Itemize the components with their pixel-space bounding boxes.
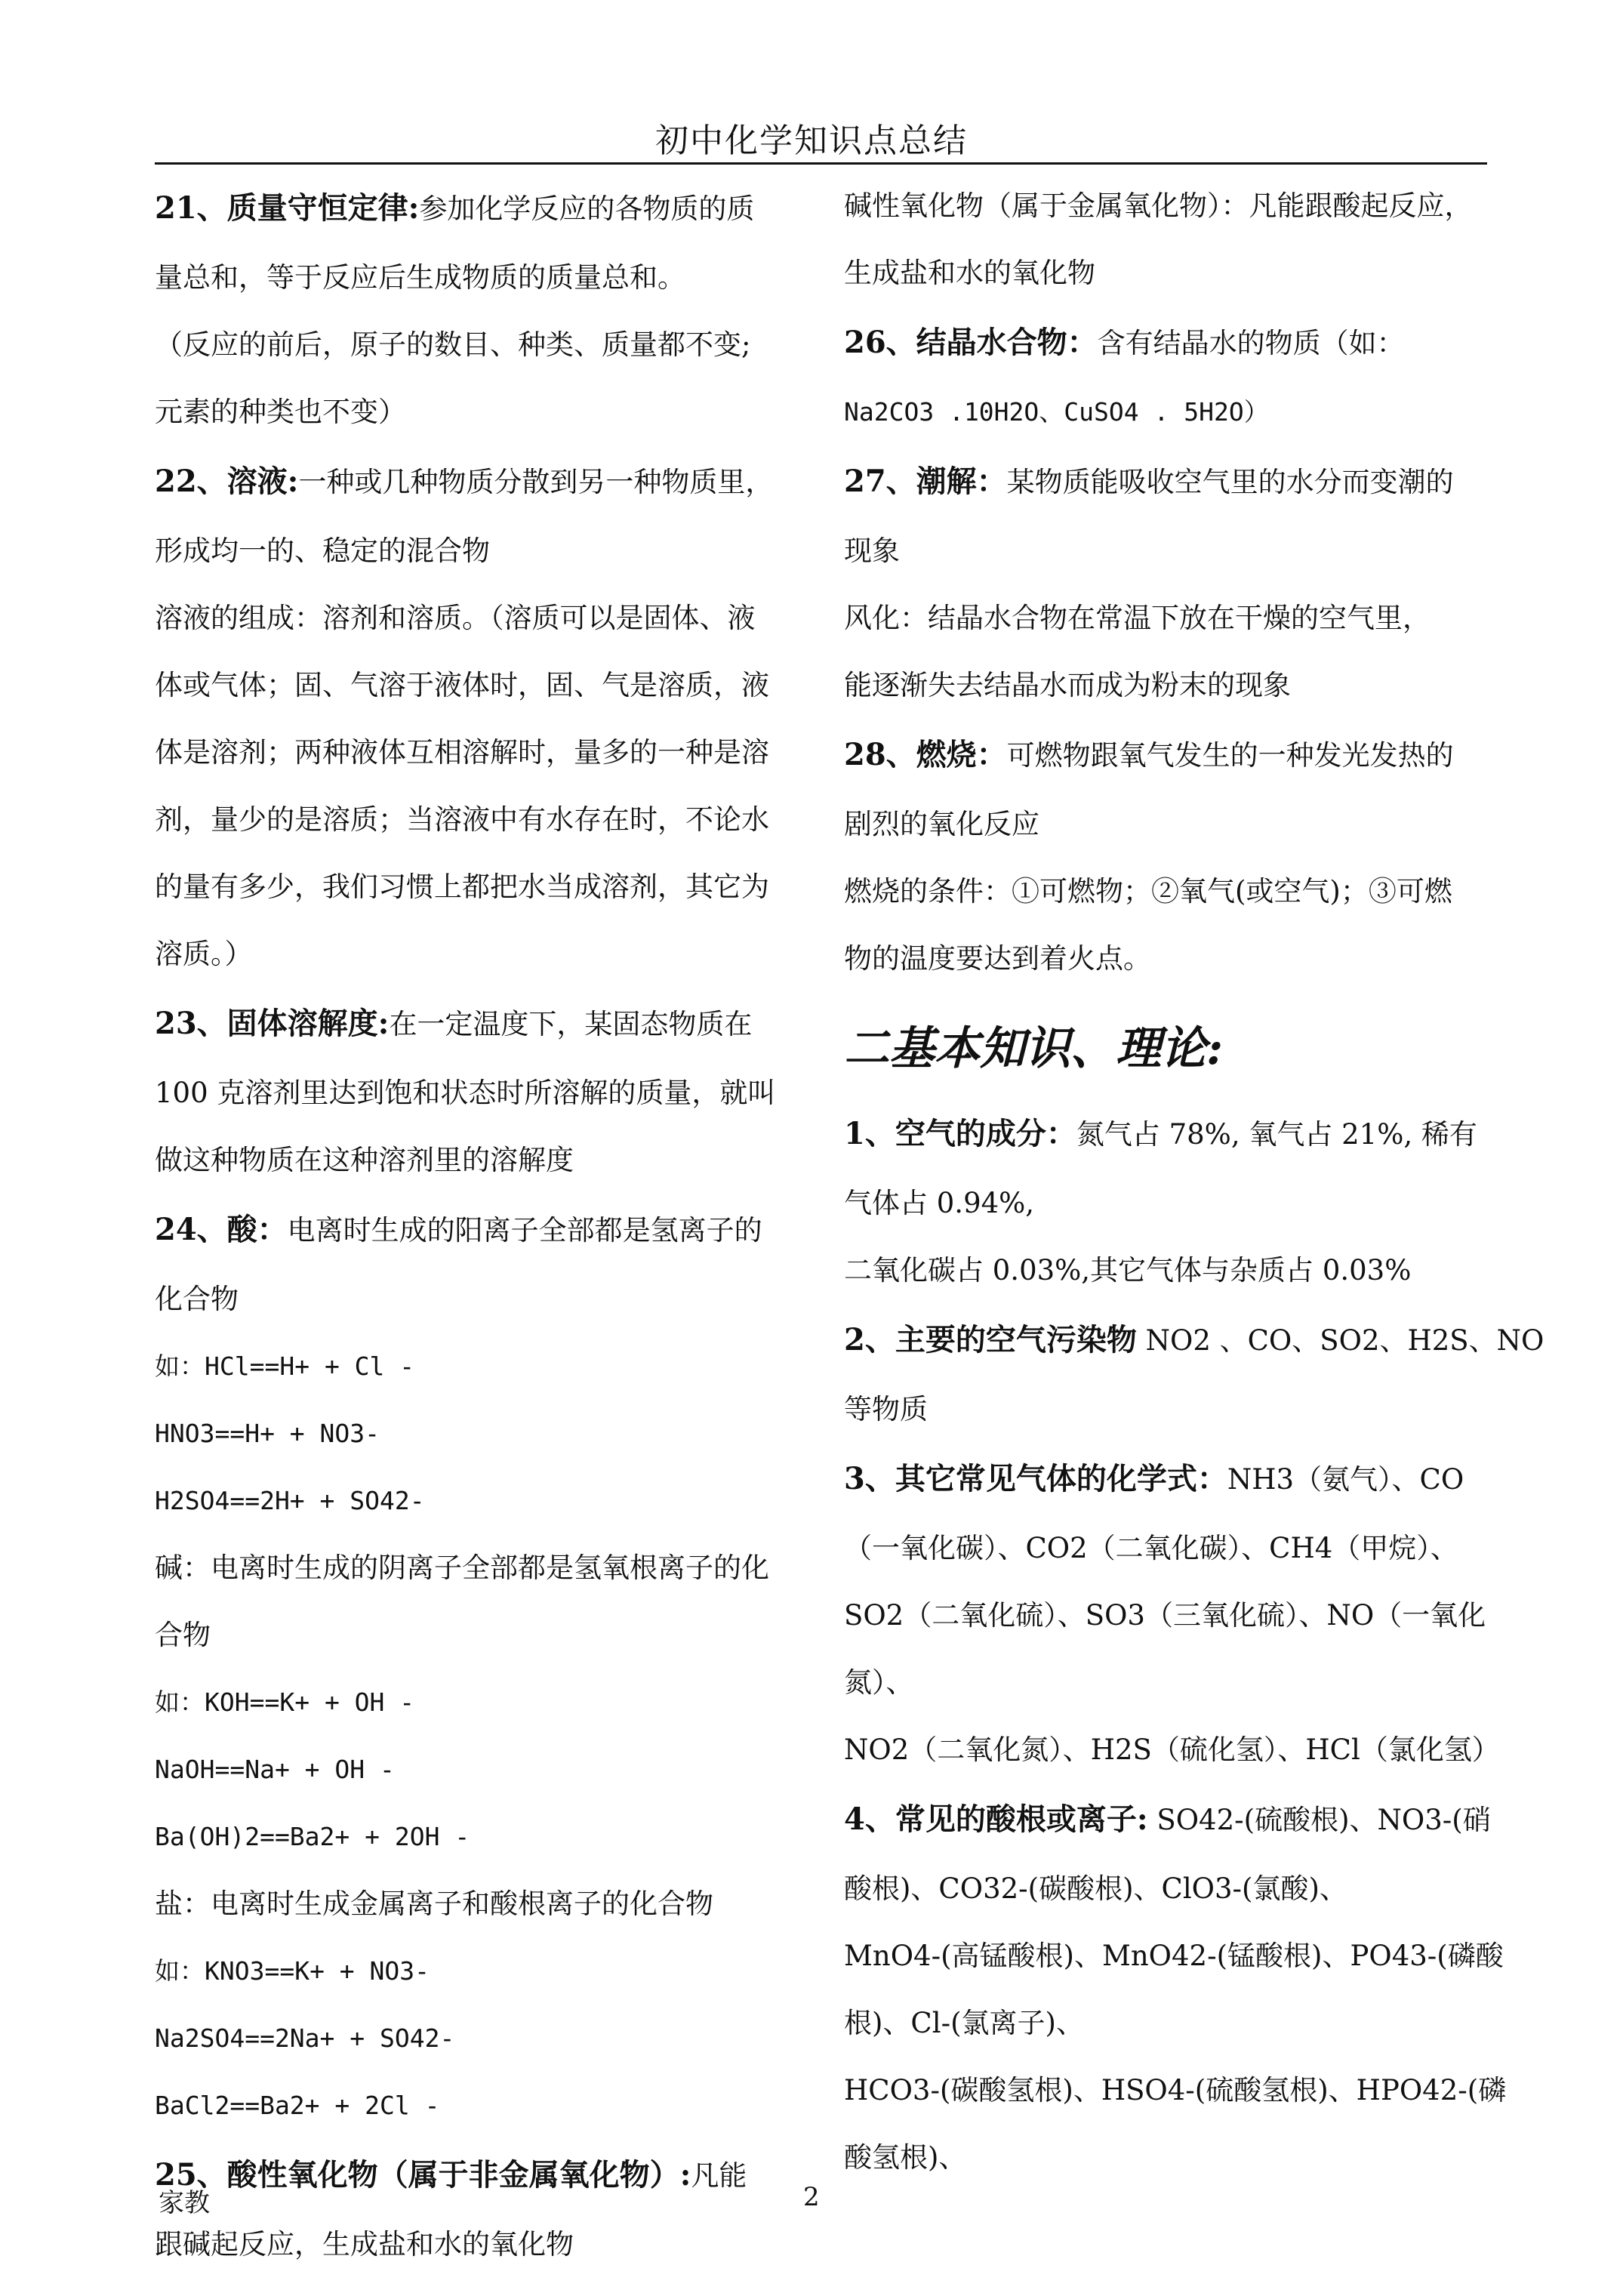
text-line: NO2（二氧化氮）、H2S（硫化氢）、HCl（氯化氢）: [844, 1734, 1500, 1766]
item-26-line: [844, 307, 1493, 378]
text-line: 等物质: [844, 1393, 928, 1425]
text-line: 剧烈的氧化反应: [844, 808, 1039, 840]
text-line: MnO4-(高锰酸根)、MnO42-(锰酸根)、PO43-(磷酸: [844, 1940, 1504, 1972]
text-line: 燃烧的条件：①可燃物；②氧气(或空气)；③可燃: [844, 875, 1452, 908]
text-line: 形成均一的、稳定的混合物: [155, 535, 490, 567]
knowledge-4-term: 4、常见的酸根或离子: [844, 1801, 1137, 1837]
text-line: 元素的种类也不变）: [155, 396, 406, 428]
equation-line: Na2SO4==2Na+ + SO42-: [155, 2023, 455, 2053]
text-line: 能逐渐失去结晶水而成为粉末的现象: [844, 669, 1291, 701]
page-title: 初中化学知识点总结: [655, 122, 968, 160]
knowledge-1-text: 氮气占 78%, 氧气占 21%, 稀有: [1076, 1118, 1477, 1151]
item-26-text: 含有结晶水的物质（如：: [1097, 327, 1405, 359]
section-heading: 二基本知识、理论:: [844, 1022, 1224, 1075]
knowledge-1-line: [844, 1098, 1493, 1170]
item-24-line: [155, 1194, 804, 1265]
item-23-line: [155, 988, 804, 1059]
knowledge-2-line: [844, 1304, 1544, 1376]
text-line: （一氧化碳）、CO2（二氧化碳）、CH4（甲烷）、: [844, 1532, 1458, 1564]
text-line: 二氧化碳占 0.03%,其它气体与杂质占 0.03%: [844, 1254, 1412, 1287]
knowledge-3-line: [844, 1443, 1493, 1515]
right-column: [844, 172, 1544, 2191]
knowledge-1-term: 1、空气的成分: [844, 1116, 1046, 1151]
item-21-line: [155, 172, 804, 244]
equation-line: 如：KOH==K+ + OH -: [155, 1687, 415, 1717]
item-21-colon: :: [408, 190, 420, 226]
item-21-text: 参加化学反应的各物质的质: [419, 193, 755, 225]
text-line: 体是溶剂；两种液体互相溶解时，量多的一种是溶: [155, 736, 769, 769]
text-line: 100 克溶剂里达到饱和状态时所溶解的质量，就叫: [155, 1077, 776, 1109]
footer-label: 家教: [159, 2188, 210, 2218]
text-line: HCO3-(碳酸氢根)、HSO4-(硫酸氢根)、HPO42-(磷: [844, 2074, 1507, 2106]
text-line: 溶液的组成：溶剂和溶质。（溶质可以是固体、液: [155, 602, 756, 634]
knowledge-4-line: [844, 1783, 1493, 1855]
text-line: 氮）、: [844, 1666, 914, 1699]
text-line: 的量有多少，我们习惯上都把水当成溶剂，其它为: [155, 871, 769, 903]
text-line: 碱：电离时生成的阴离子全部都是氢氧根离子的化: [155, 1552, 769, 1584]
item-28-colon: ：: [976, 737, 1007, 772]
text-line: 溶质。）: [155, 938, 253, 970]
formula-line: Na2CO3 .10H2O、CuSO4 . 5H2O）: [844, 397, 1269, 427]
left-column: [155, 172, 804, 2278]
item-21-term: 21、质量守恒定律: [155, 190, 408, 226]
item-25-term: 25、酸性氧化物（属于非金属氧化物）: [155, 2157, 680, 2193]
header-rule: [155, 162, 1487, 165]
item-25-colon: :: [679, 2157, 691, 2193]
text-line: 酸氢根)、: [844, 2141, 967, 2174]
text-line: 合物: [155, 1619, 211, 1651]
item-27-term: 27、潮解: [844, 464, 977, 499]
text-line: 剂，量少的是溶质；当溶液中有水存在时，不论水: [155, 803, 769, 836]
knowledge-3-term: 3、其它常见气体的化学式: [844, 1461, 1197, 1496]
text-line: 盐：电离时生成金属离子和酸根离子的化合物: [155, 1888, 713, 1920]
item-23-term: 23、固体溶解度: [155, 1006, 378, 1041]
item-27-line: [844, 445, 1493, 517]
item-24-colon: ：: [257, 1212, 288, 1247]
item-24-text: 电离时生成的阳离子全部都是氢离子的: [287, 1214, 762, 1247]
page-number: 2: [803, 2182, 820, 2212]
text-line: 跟碱起反应，生成盐和水的氧化物: [155, 2228, 574, 2261]
text-line: 物的温度要达到着火点。: [844, 942, 1151, 975]
item-23-colon: :: [377, 1006, 390, 1041]
text-line: 风化：结晶水合物在常温下放在干燥的空气里，: [844, 602, 1431, 634]
knowledge-3-colon: ：: [1196, 1461, 1227, 1496]
equation-line: H2SO4==2H+ + SO42-: [155, 1486, 425, 1515]
item-23-text: 在一定温度下，某固态物质在: [389, 1008, 753, 1040]
text-line: 酸根)、CO32-(碳酸根)、ClO3-(氯酸)、: [844, 1872, 1347, 1905]
knowledge-4-colon: :: [1136, 1801, 1148, 1837]
equation-line: 如：KNO3==K+ + NO3-: [155, 1956, 430, 1986]
item-28-text: 可燃物跟氧气发生的一种发光发热的: [1006, 739, 1454, 772]
text-line: 量总和，等于反应后生成物质的质量总和。: [155, 261, 685, 294]
knowledge-4-text: SO42-(硫酸根)、NO3-(硝: [1147, 1804, 1491, 1836]
text-line: 生成盐和水的氧化物: [844, 257, 1095, 289]
item-25-line: [155, 2139, 804, 2211]
text-line: 根)、Cl-(氯离子)、: [844, 2007, 1084, 2039]
item-24-term: 24、酸: [155, 1212, 257, 1247]
item-22-colon: :: [287, 464, 299, 499]
knowledge-2-term: 2、主要的空气污染物: [844, 1322, 1137, 1358]
item-25-text: 凡能: [691, 2159, 747, 2192]
item-22-text: 一种或几种物质分散到另一种物质里，: [298, 466, 774, 498]
text-line: 碱性氧化物（属于金属氧化物）：凡能跟酸起反应，: [844, 190, 1473, 222]
item-28-line: [844, 719, 1493, 791]
text-line: 做这种物质在这种溶剂里的溶解度: [155, 1144, 574, 1176]
equation-line: NaOH==Na+ + OH -: [155, 1755, 395, 1784]
item-26-colon: ：: [1067, 325, 1098, 360]
text-line: 体或气体；固、气溶于液体时，固、气是溶质，液: [155, 669, 769, 701]
text-line: 现象: [844, 535, 900, 567]
equation-line: Ba(OH)2==Ba2+ + 2OH -: [155, 1822, 470, 1851]
equation-line: 如：HCl==H+ + Cl -: [155, 1351, 415, 1381]
text-line: 化合物: [155, 1283, 239, 1315]
item-22-line: [155, 445, 804, 517]
knowledge-2-text: NO2 、CO、SO2、H2S、NO: [1136, 1324, 1544, 1357]
item-26-term: 26、结晶水合物: [844, 325, 1067, 360]
knowledge-1-colon: ：: [1046, 1116, 1076, 1151]
text-line: （反应的前后，原子的数目、种类、质量都不变;: [155, 328, 751, 361]
item-22-term: 22、溶液: [155, 464, 288, 499]
knowledge-3-text: NH3（氨气）、CO: [1227, 1463, 1464, 1496]
text-line: 气体占 0.94%,: [844, 1187, 1035, 1219]
equation-line: HNO3==H+ + NO3-: [155, 1419, 380, 1448]
text-line: SO2（二氧化硫）、SO3（三氧化硫）、NO（一氧化: [844, 1599, 1486, 1632]
item-27-text: 某物质能吸收空气里的水分而变潮的: [1006, 466, 1454, 498]
item-27-colon: ：: [976, 464, 1007, 499]
item-28-term: 28、燃烧: [844, 737, 977, 772]
equation-line: BaCl2==Ba2+ + 2Cl -: [155, 2091, 440, 2120]
